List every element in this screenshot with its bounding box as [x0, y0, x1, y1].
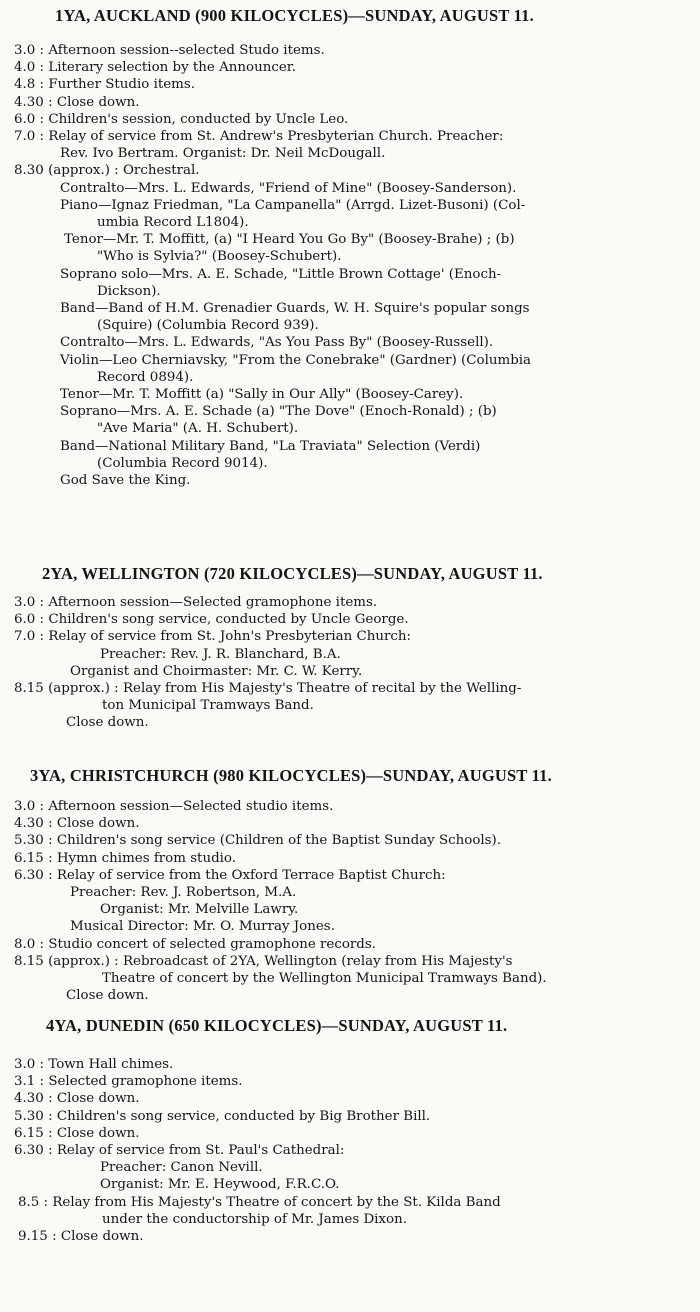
programme-item: Tenor—Mr. T. Moffitt (a) "Sally in Our Ally" (Boosey-Carey).: [60, 387, 464, 403]
programme-item: Soprano—Mrs. A. E. Schade (a) "The Dove" (Enoch-Ronald) ; (b): [60, 404, 497, 420]
programme-entry-detail: Musical Director: Mr. O. Murray Jones.: [70, 919, 335, 935]
programme-entry-detail: Preacher: Rev. J. R. Blanchard, B.A.: [100, 646, 341, 662]
programme-entry: 3.1 : Selected gramophone items.: [14, 1074, 243, 1090]
programme-entry: 5.30 : Children's song service, conducted by Big Brother Bill.: [14, 1108, 431, 1124]
programme-entry: 8.15 (approx.) : Relay from His Majesty's Theatre of recital by the Welling-: [14, 681, 522, 697]
programme-list: [0, 594, 700, 732]
programme-entry: 5.30 : Children's song service (Children of the Baptist Sunday Schools).: [14, 833, 502, 849]
section-heading: 3YA, CHRISTCHURCH (980 KILOCYCLES)—SUNDAY, AUGUST 11.: [30, 766, 552, 785]
programme-entry: 3.0 : Town Hall chimes.: [14, 1057, 174, 1072]
programme-entry-detail: Organist: Mr. Melville Lawry.: [100, 902, 299, 918]
programme-list: [0, 1056, 700, 1245]
programme-list: [0, 42, 700, 489]
section-2ya-wellington: [0, 564, 700, 732]
programme-item: Violin—Leo Cherniavsky, "From the Conebrake" (Gardner) (Columbia: [60, 352, 532, 368]
programme-item: Contralto—Mrs. L. Edwards, "Friend of Mine" (Boosey-Sanderson).: [60, 180, 517, 196]
programme-item-continuation: "Who is Sylvia?" (Boosey-Schubert).: [97, 249, 342, 265]
programme-item-continuation: Dickson).: [97, 283, 161, 299]
programme-item-continuation: (Columbia Record 9014).: [97, 455, 268, 471]
programme-item-continuation: umbia Record L1804).: [97, 215, 249, 231]
programme-entry-detail: Preacher: Rev. J. Robertson, M.A.: [70, 885, 297, 901]
programme-entry: 9.15 : Close down.: [18, 1229, 144, 1245]
programme-entry-continuation: under the conductorship of Mr. James Dixon.: [102, 1211, 407, 1227]
programme-entry: 4.0 : Literary selection by the Announcer.: [14, 60, 296, 76]
programme-entry: 8.30 (approx.) : Orchestral.: [14, 163, 200, 179]
programme-entry: 6.0 : Children's song service, conducted by Uncle George.: [14, 612, 409, 628]
programme-entry: 6.15 : Close down.: [14, 1125, 140, 1141]
programme-entry: 3.0 : Afternoon session—Selected studio items.: [14, 799, 334, 814]
programme-entry: 7.0 : Relay of service from St. John's Presbyterian Church:: [14, 629, 412, 645]
programme-entry-continuation: Theatre of concert by the Wellington Municipal Tramways Band).: [102, 971, 547, 987]
programme-entry-continuation: ton Municipal Tramways Band.: [102, 698, 314, 714]
programme-entry: 6.15 : Hymn chimes from studio.: [14, 850, 237, 866]
programme-entry: 4.30 : Close down.: [14, 816, 140, 832]
programme-entry-detail: Organist and Choirmaster: Mr. C. W. Kerry.: [70, 663, 363, 679]
programme-entry-detail: Organist: Mr. E. Heywood, F.R.C.O.: [100, 1177, 340, 1193]
section-heading: 2YA, WELLINGTON (720 KILOCYCLES)—SUNDAY, AUGUST 11.: [42, 564, 543, 583]
programme-item: Piano—Ignaz Friedman, "La Campanella" (Arrgd. Lizet-Busoni) (Col-: [60, 197, 526, 213]
section-1ya-auckland: [0, 6, 700, 489]
section-3ya-christchurch: [0, 766, 700, 1004]
programme-entry-continuation: Rev. Ivo Bertram. Organist: Dr. Neil McDougall.: [60, 146, 386, 162]
programme-entry: 8.15 (approx.) : Rebroadcast of 2YA, Wellington (relay from His Majesty's: [14, 953, 513, 969]
programme-entry: 3.0 : Afternoon session--selected Studo items.: [14, 43, 325, 58]
programme-item-continuation: Record 0894).: [97, 369, 194, 385]
programme-list: [0, 798, 700, 1004]
programme-item-continuation: (Squire) (Columbia Record 939).: [97, 318, 319, 334]
programme-entry-detail: Close down.: [66, 988, 149, 1004]
programme-entry-detail: Preacher: Canon Nevill.: [100, 1160, 263, 1176]
programme-item: Band—National Military Band, "La Traviata" Selection (Verdi): [60, 438, 481, 454]
programme-item: Contralto—Mrs. L. Edwards, "As You Pass By" (Boosey-Russell).: [60, 335, 494, 351]
programme-entry: 4.30 : Close down.: [14, 94, 140, 110]
programme-item: God Save the King.: [60, 473, 191, 489]
programme-item: Tenor—Mr. T. Moffitt, (a) "I Heard You Go By" (Boosey-Brahe) ; (b): [64, 232, 515, 248]
programme-entry: 3.0 : Afternoon session—Selected gramophone items.: [14, 595, 378, 610]
programme-entry: 6.30 : Relay of service from St. Paul's Cathedral:: [14, 1143, 345, 1159]
programme-entry: 4.30 : Close down.: [14, 1091, 140, 1107]
programme-item-continuation: "Ave Maria" (A. H. Schubert).: [97, 421, 299, 437]
programme-entry: 6.0 : Children's session, conducted by Uncle Leo.: [14, 111, 349, 127]
programme-entry: 4.8 : Further Studio items.: [14, 77, 195, 93]
section-heading: 4YA, DUNEDIN (650 KILOCYCLES)—SUNDAY, AUGUST 11.: [46, 1016, 508, 1035]
programme-item: Band—Band of H.M. Grenadier Guards, W. H. Squire's popular songs: [60, 301, 530, 317]
programme-entry: 8.5 : Relay from His Majesty's Theatre of concert by the St. Kilda Band: [18, 1194, 501, 1210]
programme-entry-detail: Close down.: [66, 715, 149, 731]
programme-entry: 6.30 : Relay of service from the Oxford Terrace Baptist Church:: [14, 867, 446, 883]
programme-entry: 7.0 : Relay of service from St. Andrew's Presbyterian Church. Preacher:: [14, 129, 504, 145]
section-heading: 1YA, AUCKLAND (900 KILOCYCLES)—SUNDAY, AUGUST 11.: [55, 6, 534, 25]
programme-item: Soprano solo—Mrs. A. E. Schade, "Little Brown Cottage' (Enoch-: [60, 266, 502, 282]
section-4ya-dunedin: [0, 1016, 700, 1245]
programme-entry: 8.0 : Studio concert of selected gramophone records.: [14, 936, 376, 952]
